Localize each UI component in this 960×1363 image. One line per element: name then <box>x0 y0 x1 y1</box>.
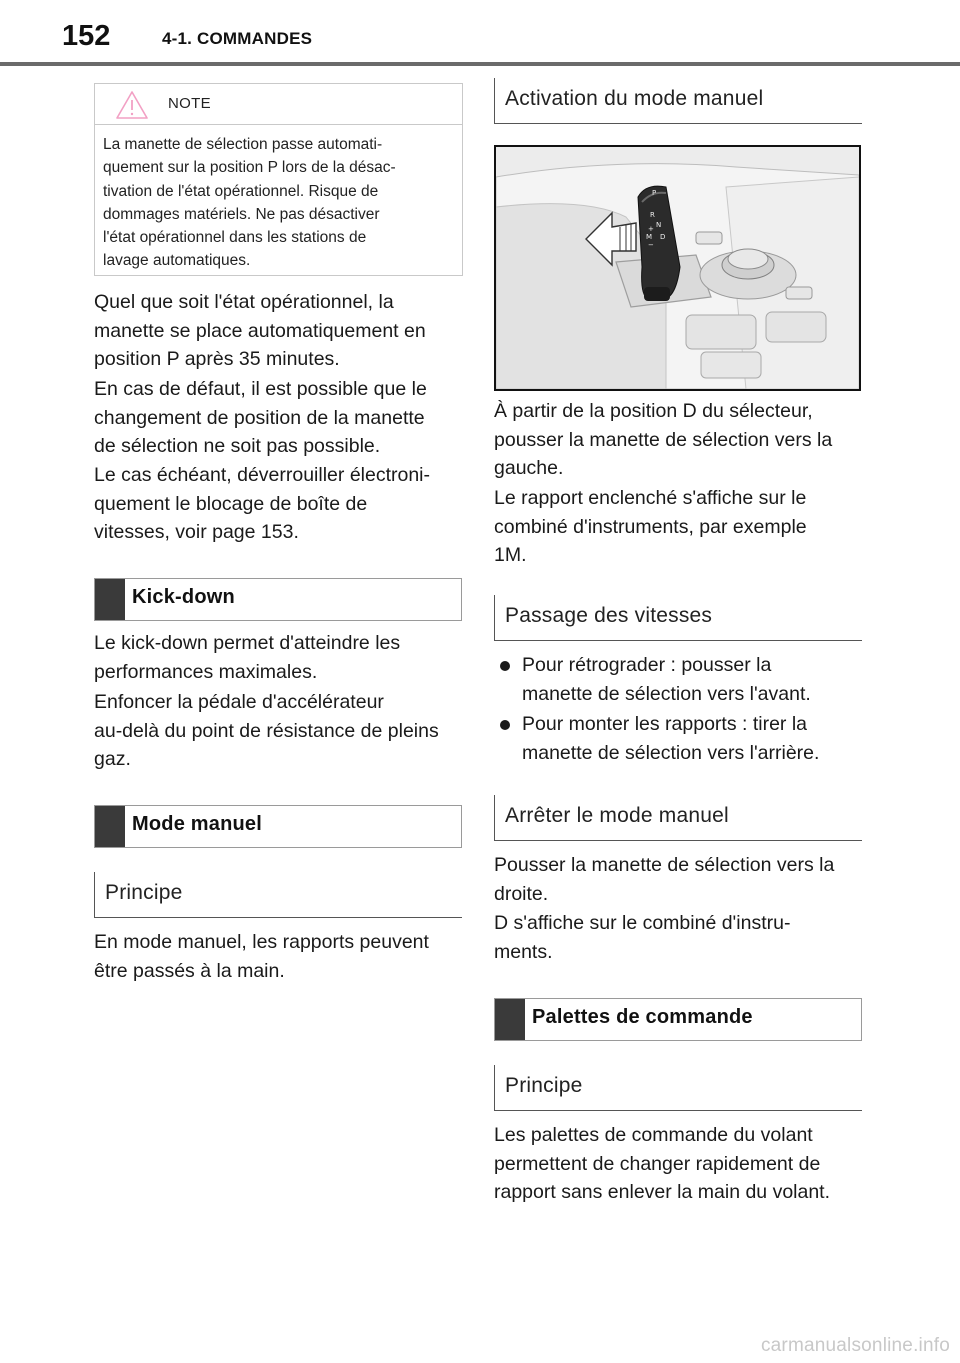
note-text <box>95 125 462 273</box>
note-label: NOTE <box>168 95 211 112</box>
text-line: Le rapport enclenché s'affiche sur le <box>494 487 807 509</box>
text-line: de sélection ne soit pas possible. <box>94 435 381 457</box>
text-line: En mode manuel, les rapports peuvent <box>94 931 429 953</box>
gear-label-d: D <box>660 233 666 241</box>
gear-selector-drawing <box>496 147 859 389</box>
heading-label: Kick-down <box>132 586 235 608</box>
text-line: droite. <box>494 882 549 905</box>
heading-label: Palettes de commande <box>532 1006 753 1028</box>
heading-principle <box>94 872 462 918</box>
text-line: pousser la manette de sélection vers la <box>494 428 833 451</box>
bullet-icon <box>500 661 510 671</box>
heading-label: Activation du mode manuel <box>505 87 764 110</box>
paragraph-fault <box>94 375 427 461</box>
text-line: Pousser la manette de sélection vers la <box>494 854 835 876</box>
list-item-downshift <box>494 651 811 708</box>
text-line: au-delà du point de résistance de pleins <box>94 719 439 742</box>
text-line: Enfoncer la pédale d'accélérateur <box>94 691 384 713</box>
text-line: position P après 35 minutes. <box>94 348 340 370</box>
text-line: changement de position de la manette <box>94 406 425 429</box>
heading-bar <box>95 579 125 620</box>
heading-label: Principe <box>505 1074 583 1097</box>
page-number: 152 <box>62 20 111 52</box>
text-line: combiné d'instruments, par exemple <box>494 515 807 538</box>
heading-principle-paddles <box>494 1065 862 1111</box>
paragraph-kick-down-2 <box>94 688 439 774</box>
gear-selector-illustration <box>494 145 861 391</box>
heading-bar <box>495 999 525 1040</box>
list-item-upshift <box>494 710 819 767</box>
text-line: manette de sélection vers l'arrière. <box>522 741 820 764</box>
paragraph-gear-display <box>494 484 807 570</box>
note-line: tivation de l'état opérationnel. Risque de <box>103 182 379 200</box>
note-header <box>95 84 462 125</box>
paragraph-push-right <box>494 851 834 908</box>
text-line: Pour rétrograder : pousser la <box>522 654 772 676</box>
paragraph-unlock <box>94 461 430 547</box>
text-line: Pour monter les rapports : tirer la <box>522 713 808 735</box>
text-line: vitesses, voir page 153. <box>94 521 299 543</box>
paragraph-manual-principle <box>94 928 429 985</box>
header-rule <box>0 62 960 66</box>
text-line: manette se place automatiquement en <box>94 319 426 342</box>
text-line: En cas de défaut, il est possible que le <box>94 378 427 400</box>
text-line: manette de sélection vers l'avant. <box>522 682 811 705</box>
gear-label-n: N <box>656 221 662 229</box>
note-line: La manette de sélection passe automati- <box>103 136 383 153</box>
gear-label-m: M <box>646 233 653 241</box>
paragraph-d-display <box>494 909 790 966</box>
heading-paddles <box>494 998 862 1041</box>
gear-label-plus: + <box>648 225 654 233</box>
text-line: À partir de la position D du sélecteur, <box>494 400 813 422</box>
text-line: permettent de changer rapidement de <box>494 1152 821 1175</box>
heading-label: Principe <box>105 881 183 904</box>
text-line: Quel que soit l'état opérationnel, la <box>94 291 394 313</box>
text-line: 1M. <box>494 544 527 566</box>
heading-bar <box>95 806 125 847</box>
heading-kick-down <box>94 578 462 621</box>
text-line: performances maximales. <box>94 660 318 683</box>
text-line: être passés à la main. <box>94 959 285 982</box>
heading-stop-manual <box>494 795 862 841</box>
text-line: rapport sans enlever la main du volant. <box>494 1181 831 1203</box>
text-line: gauche. <box>494 457 564 479</box>
note-line: dommages matériels. Ne pas désactiver <box>103 205 380 223</box>
text-line: ments. <box>494 940 553 963</box>
gear-label-p: P <box>652 189 657 197</box>
heading-manual-mode <box>94 805 462 848</box>
note-line: quement sur la position P lors de la désac- <box>103 159 396 177</box>
text-line: Les palettes de commande du volant <box>494 1124 813 1146</box>
paragraph-paddles <box>494 1121 830 1207</box>
paragraph-push-left <box>494 397 832 483</box>
paragraph-kick-down-1 <box>94 629 400 686</box>
heading-label: Passage des vitesses <box>505 604 713 627</box>
heading-label: Arrêter le mode manuel <box>505 804 729 827</box>
warning-triangle-icon <box>115 90 149 120</box>
gear-label-minus: − <box>648 241 654 249</box>
section-title: 4-1. COMMANDES <box>162 29 313 48</box>
gear-label-r: R <box>650 211 655 219</box>
note-line: l'état opérationnel dans les stations de <box>103 229 367 247</box>
heading-activation <box>494 78 862 124</box>
text-line: Le kick-down permet d'atteindre les <box>94 632 401 654</box>
text-line: Le cas échéant, déverrouiller électroni- <box>94 464 431 486</box>
text-line: gaz. <box>94 748 131 770</box>
heading-label: Mode manuel <box>132 813 262 835</box>
note-line: lavage automatiques. <box>103 252 251 270</box>
note-box <box>94 83 463 276</box>
heading-shifting <box>494 595 862 641</box>
text-line: D s'affiche sur le combiné d'instru- <box>494 912 791 934</box>
text-line: quement le blocage de boîte de <box>94 492 368 515</box>
watermark: carmanualsonline.info <box>760 1335 950 1356</box>
paragraph-auto-park <box>94 288 426 374</box>
bullet-icon <box>500 720 510 730</box>
